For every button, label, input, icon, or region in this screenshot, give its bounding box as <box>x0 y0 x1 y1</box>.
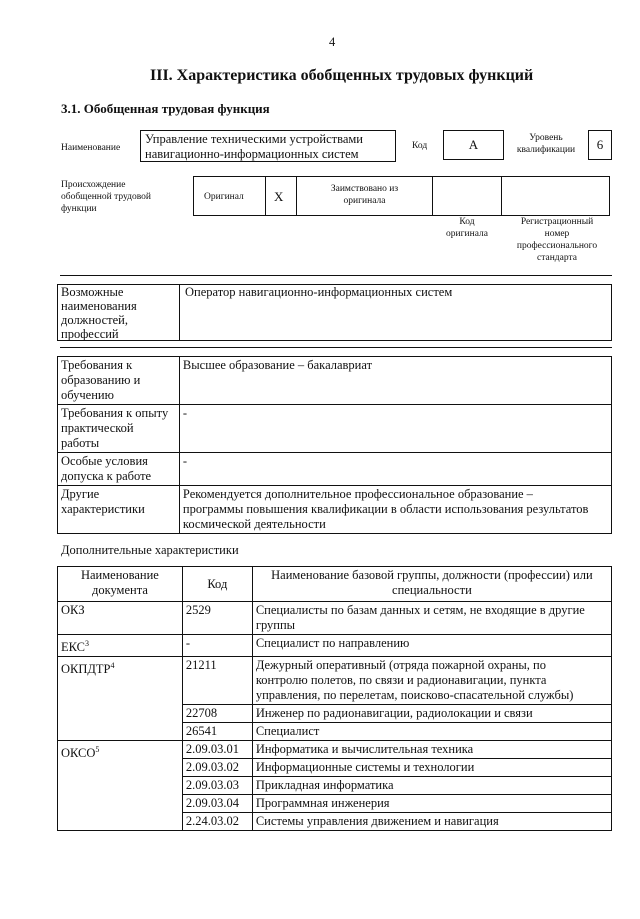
table-row <box>58 357 612 405</box>
footnote-mark: 3 <box>85 639 89 648</box>
code-cell: 2.09.03.03 <box>185 778 239 793</box>
name-cell-1: Специалисты по базам данных и сетям, не входящие в другие <box>255 603 585 617</box>
footnote-mark: 4 <box>110 661 115 671</box>
borrowed-line2: оригинала <box>343 196 386 206</box>
additional-title: Дополнительные характеристики <box>61 543 239 557</box>
head-name-line1: Наименование базовой группы, должности (профессии) или <box>271 568 593 582</box>
req-special-label-1: Особые условия <box>61 454 148 468</box>
head-code: Код <box>207 576 228 591</box>
additional-table <box>57 566 612 831</box>
table-row <box>58 741 612 759</box>
req-special-value: - <box>182 454 188 468</box>
name-cell: Специалист по направлению <box>255 636 410 650</box>
level-label-line2: квалификации <box>516 145 576 155</box>
req-exp-label-3: работы <box>61 436 100 450</box>
table-row <box>58 635 612 657</box>
code-cell: 2.24.03.02 <box>185 814 239 829</box>
head-doc-line1: Наименование <box>80 568 159 582</box>
possible-names-label-line1: Возможные <box>61 285 124 299</box>
reg-line2: номер <box>544 229 570 239</box>
level-value: 6 <box>596 137 604 152</box>
req-other-label-2: характеристики <box>61 502 145 516</box>
table-row <box>58 602 612 635</box>
original-mark: X <box>274 189 284 204</box>
req-other-label-1: Другие <box>61 487 100 501</box>
possible-names-label-line2: наименования <box>61 299 137 313</box>
possible-names-label-line3: должностей, <box>61 313 128 327</box>
name-cell-1: Дежурный оперативный (отряда пожарной охраны, по <box>255 658 546 673</box>
table-row <box>58 405 612 453</box>
name-cell: Инженер по радионавигации, радиолокации и связи <box>255 706 533 721</box>
code-cell: 2529 <box>185 603 211 617</box>
doc-cell: ЕКС <box>61 640 85 655</box>
name-cell: Специалист <box>255 724 320 739</box>
name-cell-3: управления, по перелетам, поисково-спасательной службы) <box>255 688 574 703</box>
head-doc-line2: документа <box>91 583 148 597</box>
doc-cell: ОКПДТР <box>61 662 111 677</box>
subsection-title: 3.1. Обобщенная трудовая функция <box>61 101 270 116</box>
code-cell: 22708 <box>185 706 218 721</box>
origin-label-line2: обобщенной трудовой <box>61 192 151 202</box>
name-cell-2: контролю полетов, по связи и радионавигации, пункта <box>255 673 547 688</box>
table-row <box>58 453 612 486</box>
code-value: А <box>468 137 479 152</box>
borrowed-line1: Заимствовано из <box>330 184 399 194</box>
code-cell: - <box>185 636 191 650</box>
code-orig-line1: Код <box>459 217 475 227</box>
code-value-box <box>443 130 504 160</box>
name-value-line1: Управление техническими устройствами <box>145 132 363 146</box>
name-value-line2: навигационно-информационных систем <box>145 147 359 161</box>
name-cell: Системы управления движением и навигация <box>255 814 499 829</box>
footnote-mark: 5 <box>95 745 100 755</box>
reg-line3: профессионального <box>516 241 598 251</box>
origin-label-line1: Происхождение <box>61 180 126 190</box>
doc-cell: ОКСО <box>61 746 96 761</box>
table-header-row <box>58 567 612 602</box>
page-number: 4 <box>329 35 336 49</box>
name-cell: Информационные системы и технологии <box>255 760 475 775</box>
original-label: Оригинал <box>204 192 244 202</box>
requirements-table <box>57 356 612 534</box>
name-value-box <box>140 130 396 162</box>
doc-cell: ОКЗ <box>61 603 85 617</box>
req-other-value-3: космической деятельности <box>182 517 326 531</box>
code-cell: 2.09.03.02 <box>185 760 239 775</box>
req-special-label-2: допуска к работе <box>61 469 152 483</box>
table-row <box>58 657 612 705</box>
req-edu-label-2: образованию и <box>61 373 141 387</box>
name-cell: Информатика и вычислительная техника <box>255 742 474 757</box>
req-exp-value: - <box>182 406 188 420</box>
code-cell: 21211 <box>185 658 217 673</box>
name-cell: Прикладная информатика <box>255 778 394 793</box>
origin-label-line3: функции <box>61 204 97 214</box>
req-other-value-1: Рекомендуется дополнительное профессиональное образование – <box>182 487 533 501</box>
level-label-line1: Уровень <box>529 133 563 143</box>
level-value-box <box>588 130 612 160</box>
head-name-line2: специальности <box>392 583 472 597</box>
section-title: III. Характеристика обобщенных трудовых функций <box>150 67 534 84</box>
code-label: Код <box>412 141 428 151</box>
name-label: Наименование <box>61 143 121 153</box>
req-exp-label-1: Требования к опыту <box>61 406 169 420</box>
name-cell-2: группы <box>255 618 296 632</box>
code-cell: 2.09.03.01 <box>185 742 239 757</box>
req-other-value-2: программы повышения квалификации в области использования результатов <box>182 502 589 516</box>
reg-line4: стандарта <box>537 253 577 263</box>
table-row <box>58 486 612 534</box>
req-edu-value: Высшее образование – бакалавриат <box>182 358 373 372</box>
code-cell: 26541 <box>185 724 218 739</box>
req-exp-label-2: практической <box>61 421 134 435</box>
possible-names-label-line4: профессий <box>61 327 119 341</box>
req-edu-label-3: обучению <box>61 388 114 402</box>
code-cell: 2.09.03.04 <box>185 796 239 811</box>
req-edu-label-1: Требования к <box>61 358 133 372</box>
reg-line1: Регистрационный <box>520 217 594 227</box>
name-cell: Программная инженерия <box>255 796 390 811</box>
code-orig-line2: оригинала <box>446 229 488 239</box>
possible-names-value: Оператор навигационно-информационных систем <box>185 285 453 299</box>
